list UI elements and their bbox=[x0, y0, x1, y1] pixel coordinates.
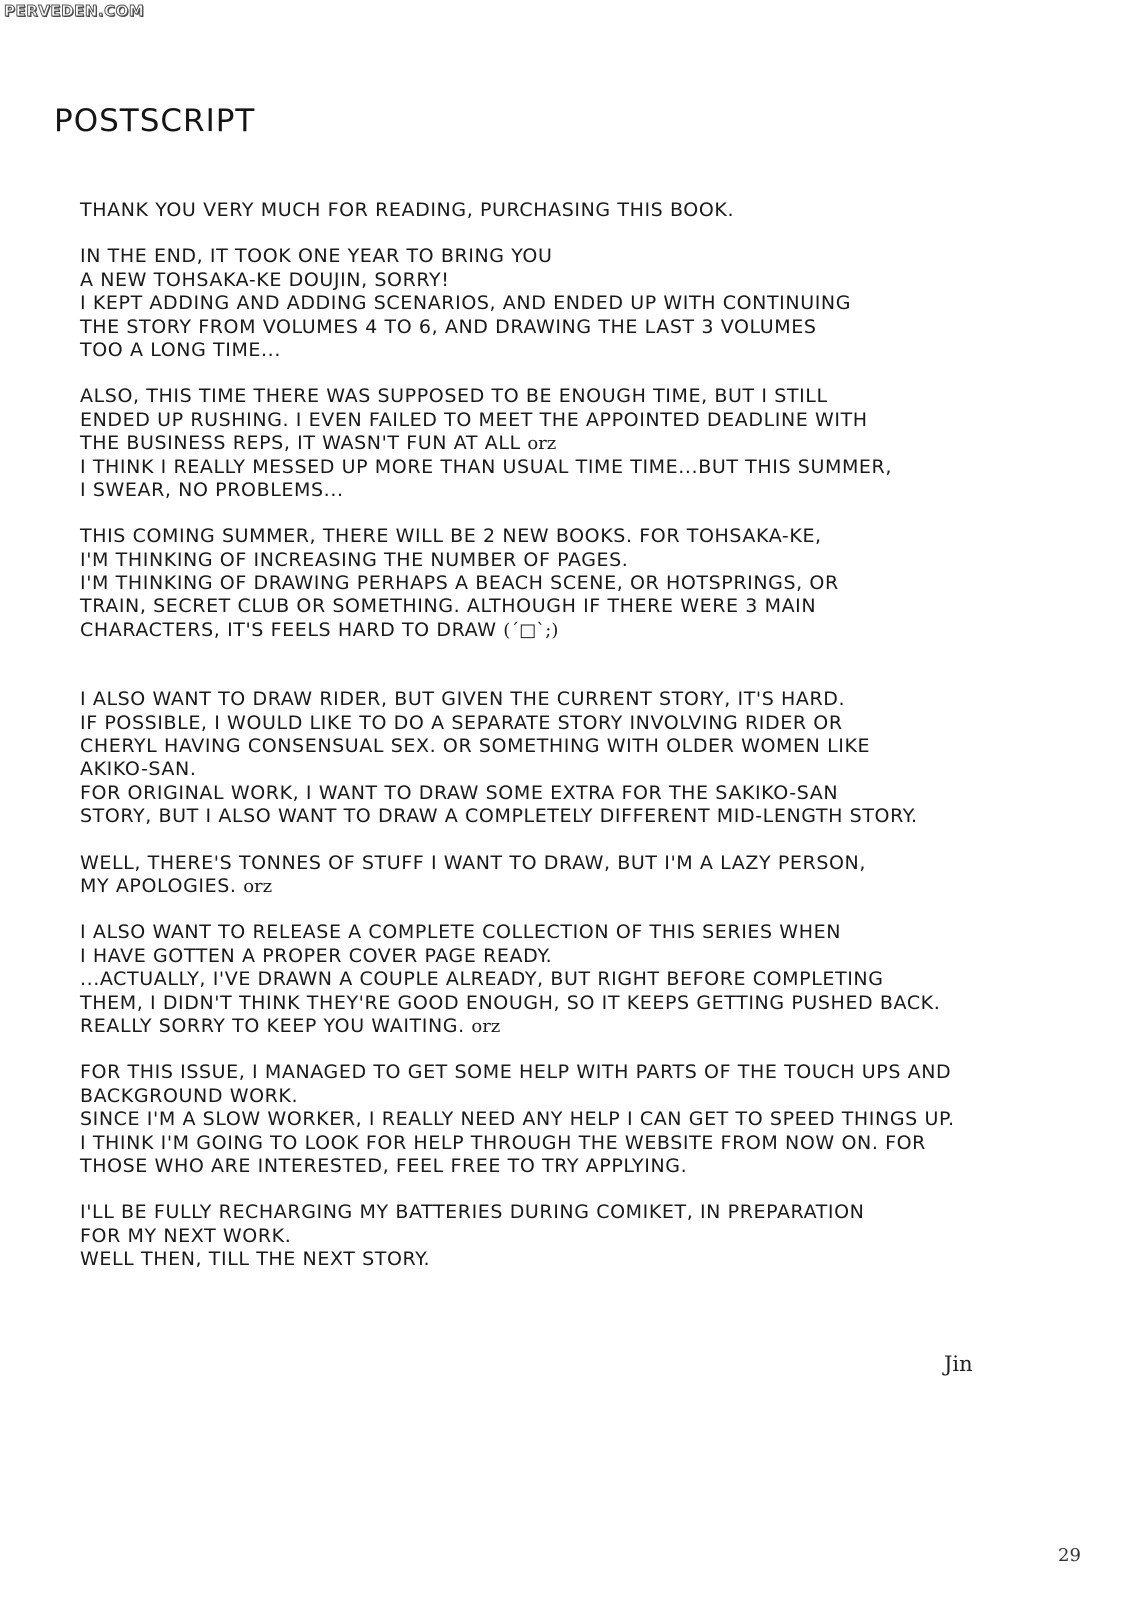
line-text: WELL THEN, TILL THE NEXT STORY. bbox=[80, 1248, 431, 1271]
text-line bbox=[80, 479, 1100, 502]
text-line bbox=[80, 1132, 1100, 1155]
text-line bbox=[80, 1225, 1100, 1248]
text-line bbox=[80, 968, 1100, 991]
text-line bbox=[80, 875, 1100, 898]
line-text: I'M THINKING OF INCREASING THE NUMBER OF PAGES. bbox=[80, 548, 629, 571]
line-text: ENDED UP RUSHING. I EVEN FAILED TO MEET THE APPOINTED DEADLINE WITH bbox=[80, 408, 868, 431]
text-line bbox=[80, 1248, 1100, 1271]
line-text: I'LL BE FULLY RECHARGING MY BATTERIES DURING COMIKET, IN PREPARATION bbox=[80, 1201, 865, 1224]
author-signature: Jin bbox=[944, 1352, 973, 1376]
line-text: THIS COMING SUMMER, THERE WILL BE 2 NEW BOOKS. FOR TOHSAKA-KE, bbox=[80, 525, 822, 548]
text-line bbox=[80, 385, 1100, 408]
text-line bbox=[80, 852, 1100, 875]
line-text: A NEW TOHSAKA-KE DOUJIN, SORRY! bbox=[80, 268, 450, 291]
line-text: THE STORY FROM VOLUMES 4 TO 6, AND DRAWING THE LAST 3 VOLUMES bbox=[80, 315, 817, 338]
line-text: FOR ORIGINAL WORK, I WANT TO DRAW SOME EXTRA FOR THE SAKIKO-SAN bbox=[80, 781, 839, 804]
line-text: THEM, I DIDN'T THINK THEY'RE GOOD ENOUGH, SO IT KEEPS GETTING PUSHED BACK. bbox=[80, 991, 941, 1014]
text-line bbox=[80, 1015, 1100, 1038]
line-text: ...ACTUALLY, I'VE DRAWN A COUPLE ALREADY, BUT RIGHT BEFORE COMPLETING bbox=[80, 968, 884, 991]
line-text: I KEPT ADDING AND ADDING SCENARIOS, AND ENDED UP WITH CONTINUING bbox=[80, 292, 852, 315]
text-line bbox=[80, 688, 1100, 711]
text-line bbox=[80, 199, 1100, 222]
line-text: STORY, BUT I ALSO WANT TO DRAW A COMPLETELY DIFFERENT MID-LENGTH STORY. bbox=[80, 805, 918, 828]
line-text: TRAIN, SECRET CLUB OR SOMETHING. ALTHOUGH IF THERE WERE 3 MAIN bbox=[80, 595, 817, 618]
site-watermark: PERVEDEN.COM bbox=[4, 2, 145, 20]
line-text: I SWEAR, NO PROBLEMS... bbox=[80, 478, 344, 501]
emoticon-text: orz bbox=[527, 433, 557, 455]
text-line bbox=[80, 758, 1100, 781]
text-line bbox=[80, 245, 1100, 268]
line-text: FOR MY NEXT WORK. bbox=[80, 1224, 292, 1247]
line-text: THOSE WHO ARE INTERESTED, FEEL FREE TO TRY APPLYING. bbox=[80, 1154, 688, 1177]
line-text: SINCE I'M A SLOW WORKER, I REALLY NEED ANY HELP I CAN GET TO SPEED THINGS UP. bbox=[80, 1108, 955, 1131]
text-line bbox=[80, 735, 1100, 758]
text-line bbox=[80, 712, 1100, 735]
line-text: I THINK I'M GOING TO LOOK FOR HELP THROUGH THE WEBSITE FROM NOW ON. FOR bbox=[80, 1131, 926, 1154]
emoticon-text: orz bbox=[471, 1015, 501, 1037]
line-text: BACKGROUND WORK. bbox=[80, 1084, 299, 1107]
paragraph bbox=[80, 921, 1100, 1038]
text-line bbox=[80, 921, 1100, 944]
page-number: 29 bbox=[1058, 1545, 1081, 1566]
text-line bbox=[80, 1201, 1100, 1224]
text-line bbox=[80, 1061, 1100, 1084]
line-text: AKIKO-SAN. bbox=[80, 758, 197, 781]
line-text: IF POSSIBLE, I WOULD LIKE TO DO A SEPARATE STORY INVOLVING RIDER OR bbox=[80, 711, 843, 734]
paragraph bbox=[80, 852, 1100, 899]
emoticon-text: (´□`;) bbox=[503, 619, 559, 641]
paragraph bbox=[80, 1201, 1100, 1271]
text-line bbox=[80, 1085, 1100, 1108]
line-text: I ALSO WANT TO DRAW RIDER, BUT GIVEN THE CURRENT STORY, IT'S HARD. bbox=[80, 688, 846, 711]
text-line bbox=[80, 619, 1100, 642]
line-text: I THINK I REALLY MESSED UP MORE THAN USUAL TIME TIME...BUT THIS SUMMER, bbox=[80, 455, 892, 478]
line-text: TOO A LONG TIME... bbox=[80, 338, 281, 361]
line-text: THE BUSINESS REPS, IT WASN'T FUN AT ALL bbox=[80, 432, 528, 455]
text-line bbox=[80, 1155, 1100, 1178]
text-line bbox=[80, 525, 1100, 548]
text-line bbox=[80, 409, 1100, 432]
page-title: POSTSCRIPT bbox=[54, 103, 256, 139]
paragraph bbox=[80, 688, 1100, 828]
line-text: REALLY SORRY TO KEEP YOU WAITING. bbox=[80, 1014, 472, 1037]
line-text: I'M THINKING OF DRAWING PERHAPS A BEACH SCENE, OR HOTSPRINGS, OR bbox=[80, 572, 839, 595]
paragraph bbox=[80, 525, 1100, 642]
line-text: I HAVE GOTTEN A PROPER COVER PAGE READY. bbox=[80, 944, 553, 967]
line-text: ALSO, THIS TIME THERE WAS SUPPOSED TO BE ENOUGH TIME, BUT I STILL bbox=[80, 385, 828, 408]
text-line bbox=[80, 945, 1100, 968]
paragraph bbox=[80, 245, 1100, 362]
paragraph bbox=[80, 385, 1100, 502]
text-line bbox=[80, 269, 1100, 292]
text-line bbox=[80, 292, 1100, 315]
text-line bbox=[80, 456, 1100, 479]
paragraph bbox=[80, 199, 1100, 222]
line-text: WELL, THERE'S TONNES OF STUFF I WANT TO DRAW, BUT I'M A LAZY PERSON, bbox=[80, 851, 866, 874]
line-text: MY APOLOGIES. bbox=[80, 874, 244, 897]
text-line bbox=[80, 432, 1100, 455]
text-line bbox=[80, 572, 1100, 595]
line-text: I ALSO WANT TO RELEASE A COMPLETE COLLECTION OF THIS SERIES WHEN bbox=[80, 921, 842, 944]
text-line bbox=[80, 339, 1100, 362]
postscript-body bbox=[80, 199, 1100, 1294]
text-line bbox=[80, 595, 1100, 618]
line-text: FOR THIS ISSUE, I MANAGED TO GET SOME HELP WITH PARTS OF THE TOUCH UPS AND bbox=[80, 1061, 952, 1084]
line-text: THANK YOU VERY MUCH FOR READING, PURCHASING THIS BOOK. bbox=[80, 199, 735, 221]
text-line bbox=[80, 549, 1100, 572]
paragraph bbox=[80, 1061, 1100, 1178]
text-line bbox=[80, 782, 1100, 805]
text-line bbox=[80, 805, 1100, 828]
line-text: IN THE END, IT TOOK ONE YEAR TO BRING YOU bbox=[80, 245, 553, 268]
text-line bbox=[80, 992, 1100, 1015]
line-text: CHARACTERS, IT'S FEELS HARD TO DRAW bbox=[80, 618, 504, 641]
emoticon-text: orz bbox=[243, 875, 273, 897]
text-line bbox=[80, 316, 1100, 339]
line-text: CHERYL HAVING CONSENSUAL SEX. OR SOMETHING WITH OLDER WOMEN LIKE bbox=[80, 735, 871, 758]
text-line bbox=[80, 1108, 1100, 1131]
